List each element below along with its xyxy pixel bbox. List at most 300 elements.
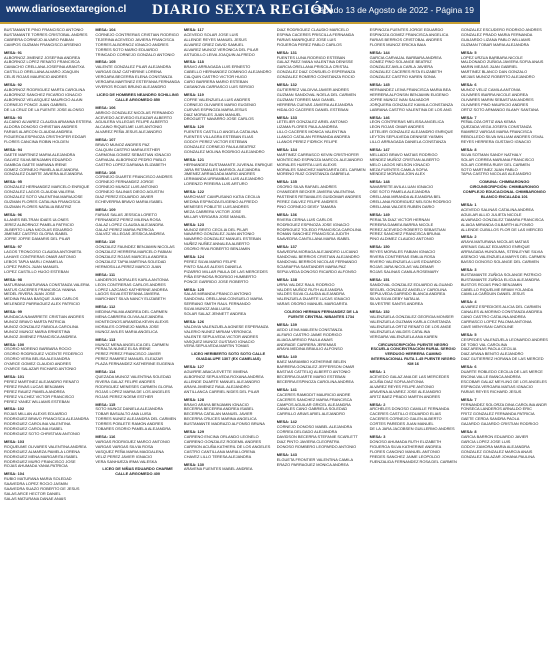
voter-name: LOPEZ LAZCANO KATHERINE ANDREA (95, 286, 168, 292)
voter-name: AGUIRRE ABACA EVETTE XIMENA (183, 369, 248, 375)
voter-name: ALBORNOZ JIMENEZ JOSEFINA ANDREA (4, 54, 81, 60)
voter-name: BASTIAS CATTELIQ ALBERTO ANTONIO (276, 369, 351, 375)
mesa-title: MESA: 135 (276, 179, 297, 185)
voter-name: GALAZ PEREZ MARIA PATRICIA (95, 226, 154, 232)
voter-name: LORENZO PEREIRA LUIS ARTURO (183, 181, 248, 187)
voter-name: TORRES ALBORNOZ IGNACIO ANDRES (95, 41, 169, 47)
voter-name: CANALES ALMORINO CONSTANZA ANDREA (460, 309, 543, 315)
voter-name: MORALES HUERTA LUIS ALEXIS (276, 161, 337, 167)
voter-name: VALENTE SEPULVEDA VICTOR ANDRES (183, 333, 259, 339)
mesa-block (461, 51, 548, 80)
voter-name: ORELLANA MIRANDA ALEJANDRA BEL (369, 194, 441, 200)
voter-name: DIAZ PINTO JAVIERA CLEOPATRA (276, 438, 340, 444)
voter-name: ORELLANA VALDES RUBEN DARIO (369, 203, 435, 209)
voter-name: PEREZ RIVAS LUCAS BENJAMIN (4, 383, 65, 389)
page-dateline: Sábado 13 de Agosto de 2022 - Página 19 (313, 5, 474, 15)
mesa-block (184, 430, 273, 459)
voter-name: OSORIO RIVA ROBERTO BENJAMIN (183, 246, 251, 252)
voter-name: SILVA MUNOZ ANA LUISA (183, 306, 231, 312)
voter-name: SALAS ARCE HECTOR DANIEL (4, 490, 61, 496)
mesa-title: MESA: 127 (183, 364, 204, 370)
voter-name: TORRES SOTO MARIO EDUARDO (95, 46, 158, 52)
voter-name: MEZA FUENTES CAMILA SOFIA (369, 166, 428, 172)
mesa-title: MESA: 94 (4, 146, 22, 152)
voter-name: BECERRA CRUCES MARINA ANGELICA (183, 416, 257, 422)
voter-name: GONZALEZ SOTO VALENTINA MARIAJOSE (4, 194, 83, 200)
voter-name: JARA RETAMALES MARISOL ALEJANDRA (183, 166, 261, 172)
voter-name: LOPEZ PAROL JUAN MANUEL (4, 263, 60, 269)
voter-name: BECERRA CATALAN MANUEL JAVIER (183, 411, 253, 417)
mesa-block (95, 305, 179, 334)
mesa-block (184, 463, 273, 473)
voter-name: BAEZ MARAMBIO KATHERINE BELEN (276, 359, 347, 365)
mesa-block (4, 83, 91, 112)
voter-name: FARIAS SALAS JESSICA LORETO (95, 211, 157, 217)
mesa-title: MESA: 102 (4, 406, 25, 412)
polling-place-heading: COMUNA: CHIMBARONGO CIRCUNSCRIPCIÓN: CHIMBARONGO COMPLEJO EDUCACIONAL CHIMBARONGO BLANCO ENCALADA 101 (462, 179, 546, 200)
voter-name: SOLAR CORREA RUBY DEL CARMEN (460, 161, 530, 167)
voter-name: GAJARDO GAJARDO CRISTIAN RODRIGO (460, 421, 539, 427)
mesa-title: MESA: 6 (460, 82, 477, 88)
voter-name: GONZALEZ ROJAS MARCELA ANDREA (95, 254, 168, 260)
voter-name: VALENZUELA VALDES CATALINA (369, 328, 431, 334)
voter-name: GUAJARDO LIZANA PABLO WILLIAMS (460, 36, 531, 42)
mesa-title: MESA: 8 (460, 429, 477, 435)
voter-name: DROGUETT NAVARRO JOSE CARLOS (183, 116, 254, 122)
mesa-block (4, 472, 91, 501)
voter-name: FERNANDEZ PEREZ MILENA ROSA (95, 216, 161, 222)
mesa-block (4, 310, 91, 339)
mesa-title: MESA: 126 (183, 318, 204, 324)
mesa-block (277, 213, 366, 242)
voter-name: SALAS MIRANDA FRANCO ANTONIO (183, 291, 252, 297)
voter-name: PASTENES RETAMALES GUIDOMAR ANDRES (276, 194, 362, 200)
voter-name: GALAZ LOPEZ CLAUDIA ALEJANDRA (95, 221, 164, 227)
voter-name: ARAVENA ALVAREZ JOSE ALEJANDRO (369, 388, 442, 394)
voter-name: BUSTAMANTE ZUÑIGA ELICIA ALEJANDRA (460, 276, 540, 282)
voter-name: ACEVEDO SALINAS CATALINA ANDREA (460, 206, 534, 212)
mesa-block (184, 158, 273, 187)
voter-name: ASTUDILLO LEIVA JOAQUIN ALFREDO (183, 51, 255, 57)
voter-name: ARENAS GALAZ EDUARDO ENRIQUE (460, 244, 530, 250)
voter-name: MONTECINOS ARANEDA KEVIN ALEXIS (95, 318, 169, 324)
voter-name: PONCE GARRIDO JOSE ROBERTO (183, 278, 249, 284)
voter-name: ALLENDE CUBILLOS FLOR DE LAS MERCED (460, 226, 544, 232)
mesa-block (277, 355, 366, 384)
mesa-title: MESA: 95 (4, 179, 22, 185)
voter-name: MARTINEZ BLANCO DAN GONZALO (460, 69, 528, 75)
mesa-block (461, 300, 548, 329)
voter-name: CAMACHO CRELLANA JOSEFINA ARANTXA (4, 64, 85, 70)
voter-name: GONZALEZ GONZALEZ MARCIA ANAIS (460, 448, 533, 454)
voter-name: GUZMAN TORRES MAX DANIEL (276, 96, 336, 102)
voter-name: ESPINA CACERES PRISCILLA FERNANDA (276, 31, 354, 37)
voter-name: CORTES PAREDES JUAN MANUEL (369, 421, 434, 427)
mesa-title: MESA: 98 (4, 276, 22, 282)
voter-name: RODRIGUEZ CAROLINA VALENTINA (4, 421, 71, 427)
voter-name: GONZALEZ HERRERA MARCELO FABIAN (95, 249, 172, 255)
voter-name: MENESES POBLETE LUIS ANDRES (183, 203, 249, 209)
mesa-title: MESA: 134 (276, 146, 297, 152)
voter-name: SAAVEDRA SUAZO ROBERTO DE JESUS (4, 486, 80, 492)
voter-name: MALDONADO ZUÑIGA JAVIERA SOFIA ANAIS (460, 59, 544, 65)
voter-name: FARIAS MANRIQUEZ JOSE LUIS (276, 36, 336, 42)
mesa-title: MESA: 145 (369, 82, 390, 88)
voter-name: CABELLO HERNANDEZ DOMINGO ALEJANDRO (183, 69, 272, 75)
mesa-block (277, 83, 366, 112)
mesa-block (95, 273, 179, 302)
voter-name: HERNANDEZ BUSTAMANTE JUVENAL ENRIQUE (183, 161, 273, 167)
voter-name: SAAVEDRA CANTILLANA MARIA ISABEL (276, 236, 351, 242)
voter-name: LLANCO CATALAN FERNANDA ANDREA (276, 134, 351, 140)
mesa-title: MESA: 1 (369, 369, 386, 375)
voter-name: ARAYA MATURANA NICOLAS MATIAS (460, 239, 530, 245)
voter-name: ARAYA MEDINA BRAULIO ALFONSO (276, 346, 343, 352)
voter-name: ALVAREZ MUNOZ VERONICA DEL PILAR (183, 46, 259, 52)
voter-name: ACUÑA DIAZ SOFIA ANTONIA (369, 378, 424, 384)
voter-name: URRA VALDEZ RAUL RODRIGO (276, 281, 335, 287)
mesa-block (184, 190, 273, 219)
voter-name: CARO BARRERA MARIO ESTEBAN (183, 79, 248, 85)
voter-name: ALCAINO ALVAREZ CLAUDIA ARIANNA ESTERA (4, 119, 92, 125)
voter-name: NUÑEZ NUÑEZ ANNALEA ALBERTO (183, 241, 250, 247)
voter-name: HERRERA CUEVAS JAVIERA ALEJANDRA (276, 101, 353, 107)
voter-name: MEJIAS MUNOZ ROBERTO ALEJANDRO (460, 74, 535, 80)
voter-name: MUNOZ MENA ANGELICA DEL CARMEN (95, 341, 169, 347)
voter-name: OSE SOTO PAMELA ALEJANDRA (369, 189, 431, 195)
voter-name: OYARCE GOMEZ CLAUDIO ANDRES (4, 361, 71, 367)
mesa-block (95, 370, 179, 399)
mesa-title: MESA: 103 (4, 438, 25, 444)
voter-name: TEJERINA ACEVEDO JAVIERA FRANCISCA (95, 36, 175, 42)
voter-name: LAHAYE CONTRERAS OMAR ANTONIO (4, 254, 76, 260)
mesa-block (461, 116, 548, 145)
voter-name: ARAYA JIMENEZ RAUL ALEJANDRO (183, 383, 250, 389)
voter-name: CARRION ACUÑA KATHERIL DE LOS ANGELES (183, 443, 271, 449)
mesa-block (4, 51, 91, 80)
mesa-title: MESA: 125 (183, 286, 204, 292)
voter-name: ALVAREZ ESPEDIOES ALICIA DEL CARMEN (460, 304, 541, 310)
voter-name: PIÑA ESPINOSA RODRIGO HUMBERTO (183, 273, 257, 279)
mesa-block (370, 278, 457, 307)
mesa-block (184, 60, 273, 89)
voter-name: BUSTAMANTE PINO FRANCISCO ANTONIO (4, 27, 84, 32)
voter-name: MENDEZ MUÑOZ CRISTIAN ALBERTO (369, 156, 440, 162)
voter-name: FONSECA LANDEROS ARNALDO ERIC (460, 406, 532, 412)
voter-name: GONZALEZ FAUNDEZ BENJAMIN NICOLAS (95, 244, 175, 250)
polling-place-heading: CIRCUNSCRIPCIÓN: PUENTE NEGRO ESCUELA CONCENTRACIÓN RURAL SERGIO VERDUGO HERRERA CAMINO INTERNACIONAL RUTA 1-45 PUENTE NEGRO KM 16 (370, 341, 456, 367)
voter-name: MORALES SANCHEZ MARGARITA DEL CARMEN (276, 166, 366, 172)
voter-name: CAMPOS AGUILAR GRICEL ALEJANDRA (276, 401, 351, 407)
voter-name: REYES HERRERA GUSTAVO IGNACIO (460, 139, 531, 145)
voter-name: PEREZ SANCHEZ FRANCISCA BRUNA (369, 231, 441, 237)
mesa-block (184, 320, 273, 349)
mesa-block (4, 343, 91, 372)
voter-name: CAVE MENYISAN CAROLINE (460, 323, 514, 329)
mesa-title: MESA: 138 (276, 276, 297, 282)
polling-place-heading: LICEO DE NIÑAS EDUARDO CHARME CALLE ARGOMEDO 400 (102, 466, 173, 477)
voter-name: MUNOZ JIMENEZ FRANCISCA ANDREA (4, 333, 77, 339)
mesa-title: MESA: 97 (4, 244, 22, 250)
polling-place-heading: COLEGIO HERMAN FERNANDEZ DE LA FUENTE CENTRAL NIBANTES 1734 (284, 309, 359, 320)
mesa-title: MESA: 144 (369, 49, 390, 55)
voter-name: VALENZUELA GONZALEZ GEORGIA MONSER (369, 314, 454, 320)
voter-name: SILVA SOTMAN SANDY NATHALY (460, 151, 522, 157)
mesa-block (461, 398, 548, 427)
voter-name: ALIAGA ARRIGO PAULA ANAIS (276, 336, 333, 342)
mesa-block (277, 148, 366, 177)
mesa-title: MESA: 106 (95, 104, 116, 110)
mesa-block (370, 370, 457, 399)
voter-name: TORRES POBLETE RAMON ANDRES (95, 421, 164, 427)
voter-name: PEREIRA DAMIEA BARRIA NICOLE (369, 221, 434, 227)
voter-name: ROJAS PEREZ NOEMI ESTHER (95, 393, 154, 399)
voter-name: MEDINA PALMA BASQUE JUAN CARLOS (4, 296, 79, 302)
voter-name: MARIN MEJIAS JUAN GABRIEL (460, 64, 518, 70)
voter-name: SOTO MUNOZ DANIELA ALEJANDRA (95, 406, 164, 412)
voter-name: ORTIZ SOTO ARMANDO BLAMY SANTANA (460, 106, 539, 112)
mesa-title: MESA: 105 (95, 59, 116, 65)
voter-name: MELLADO BRAVO MATIAS RODRIGO (369, 151, 438, 157)
voter-name: TORRES NUNEZ ALEJANDRA DEL CARMEN (95, 416, 177, 422)
voter-name: CORNEJO CONTRERAS CRISTIAN RODRIGO (95, 31, 179, 37)
voter-name: LEYTON SEPULVEDA DENNISE YASMIN (369, 134, 444, 140)
mesa-title: MESA: 124 (183, 254, 204, 260)
voter-name: CARVAJAL ALBORNOZ PEDRO PABLO (95, 156, 166, 162)
mesa-block (461, 203, 548, 232)
mesa-title: MESA: 1 (460, 202, 477, 207)
voter-name: VASQUEZ PEÑA MARIA MAGDALENA (95, 448, 164, 454)
voter-name: LETELIER GONZALEZ ALEJANDRO ENRIQUE (369, 129, 454, 135)
voter-name: ENCINA VALLE BIANCA ANDREA (460, 374, 521, 379)
voter-name: BECERRA ESPINOZA CAROLINA ANDREA (276, 378, 354, 384)
mesa-title: MESA: 128 (183, 396, 204, 402)
voter-name: GUZMAN SANDOVAL NOELA DEL CARMEN (276, 91, 356, 97)
mesa-block (370, 310, 457, 339)
voter-name: CALQUIN CASTRO MARIA ESTHER (95, 146, 161, 152)
column-5 (370, 28, 457, 666)
voter-name: PLAZA FERNANDEZ KATHERINE EUGENIA (95, 361, 175, 367)
voter-name: ESPINOZA FUENTES JORGE EDUARDO (369, 27, 444, 32)
voter-name: CALQUIN CASTRO VICTOR HUGO (183, 74, 247, 80)
voter-name: SILVA SILVA DEBY NATALIA (369, 296, 420, 302)
voter-name: ALVAREZ PEÑA JESUS ALEJANDRO (95, 129, 162, 135)
voter-name: GONZALEZ HERNANDEZ MARCELO ENRIQUE (4, 184, 90, 190)
voter-name: BUSTAMANTE TORRES CRISTOBAL ANDRES (4, 31, 88, 37)
voter-name: SOTO MARTINEZ JUAN PABLO (460, 166, 518, 172)
mesa-title: MESA: 92 (4, 82, 22, 88)
voter-name: ECHEVERRIA BRAVO MARIA ISABEL (95, 199, 163, 204)
voter-name: ABRIGO GONZALEZ NICOLAS FERNANDO (95, 109, 174, 115)
voter-name: RAMIREZ VARGAS MARIA FRANCISCA (460, 129, 533, 135)
mesa-block (370, 403, 457, 432)
mesa-title: MESA: 6 (460, 364, 477, 370)
voter-name: ALDORA DONOSO CHRISTIAN ANDRES (4, 124, 78, 130)
mesa-title: MESA: 3 (460, 266, 477, 272)
voter-name: ALBORNOZ RODRIGUEZ MARTA CAROLINA (4, 86, 85, 92)
voter-name: GARCIA ORELLANA PRISCILA CRISTAL (276, 64, 349, 70)
mesa-block (4, 116, 91, 145)
mesa-block (277, 51, 366, 80)
voter-name: ROJAS JARA NICOLAS VALDEMAR (369, 263, 434, 269)
mesa-title: MESA: 152 (369, 309, 390, 315)
voter-name: ESPINOZA GOMEZ FRANCISCA ANGELICA (369, 31, 449, 37)
voter-name: LEON ROJAS OMAR ANDRES (369, 124, 425, 130)
voter-name: VALDES SILVA CLAUDIA ALEJANDRA (276, 291, 345, 297)
voter-name: TAPIA CASTRO NICOLAS ALEJANDRO (460, 171, 532, 177)
voter-list-columns (4, 27, 548, 666)
mesa-title: MESA: 111 (95, 271, 116, 277)
voter-name: MEDEL RIVERA JUAN JOSE (4, 291, 56, 297)
mesa-title: MESA: 132 (276, 82, 297, 88)
voter-name: ALBORNOZ VELASQUEZ MAURICIO ALAIN (4, 96, 83, 102)
voter-name: MEZA CABRERA VICTOR JOSE (183, 208, 242, 214)
voter-name: RODRIGUEZ SOTO CHRISTIAN ANTONIO (4, 430, 80, 436)
mesa-block (461, 430, 548, 459)
voter-name: OLIVARES MARIN SEBASTIAN ANDRES (460, 96, 534, 102)
mesa-block (184, 288, 273, 317)
voter-name: MUNOZ VELIZ CAMILA ANTONIA (460, 86, 521, 92)
voter-name: VARGAS VARGAS SILVIA ROSA (95, 443, 154, 449)
voter-name: CARRILLO ARIAS ARIEL ALEJANDRO (276, 411, 345, 417)
voter-name: SEPULVEDA DONOSO RICARDO ALFONSO (276, 268, 357, 274)
mesa-title: MESA: 122 (183, 189, 204, 195)
voter-name: CACERES CORNEJO GALEN ALBERTO (369, 416, 442, 422)
voter-name: AEDO LEIVA MAILEEN CONSTANZA (276, 326, 343, 332)
voter-name: VERGARA VALENZUELA ANA KAREN (369, 333, 438, 339)
voter-name: BARRERA GONZALEZ JEFFERSON OMAR (276, 364, 355, 370)
mesa-block (277, 245, 366, 274)
newspaper-masthead: DIARIO SEXTA REGIÓN (152, 2, 334, 18)
voter-name: CARMONA GOMEZ SEBASTIAN IGNACIO (95, 151, 171, 157)
voter-name: DIAZ ARENAS PAOLA CECILIA (460, 346, 517, 352)
mesa-block (277, 388, 366, 417)
voter-name: GODOY ZAMORA MARIA ALEJANDRA (460, 443, 530, 449)
voter-name: FLORES CANCINO MANUEL ANTONIO (369, 448, 440, 454)
voter-name: ROMAN SANCHEZ FRANCISCA JUDITH (276, 231, 350, 237)
mesa-block (461, 235, 548, 264)
voter-name: RIVERO VALENZUELA LUIS EDUARDO (369, 258, 441, 264)
voter-name: REYES MORALES FABIAN IGNACIO (369, 249, 436, 255)
mesa-block (95, 171, 179, 205)
voter-name: CARRENO GONZALEZ RODEMIL ANDRES (183, 438, 262, 444)
voter-name: VARGAS RODRIGUEZ MARCO ANTONIO (95, 438, 170, 444)
voter-name: ARCHELES DONOSO CAMILLE FERNANDA (369, 406, 450, 412)
voter-name: GALVEZ SILVA BENJAMIN EDUARDO (4, 156, 72, 162)
voter-name: LAGOS TRONCOSO CLAUDIA ANTONIETA (4, 249, 82, 255)
voter-name: CACERES SANCHEZ MARIA FRANCISCA (276, 396, 352, 402)
voter-name: ESPINOZA VERGARA MATIAS IGNACIO (460, 383, 533, 389)
voter-name: SEPULVEDA GARRIDO BLANCA ANDREA (369, 291, 446, 297)
voter-name: OYANEDER BECKER JAVIERA VALENTINA (276, 189, 355, 195)
voter-name: MUNDACA NAVARRETE CRISTIAN ANDRES (4, 314, 85, 320)
voter-name: CAMPOS GUZMAN FRANCISCO ARSENIO (4, 41, 82, 47)
mesa-block (370, 180, 457, 209)
mesa-block (461, 333, 548, 362)
voter-name: LANDEROS MORALES KARLA ANTONIA (95, 276, 169, 282)
voter-name: ALBORNOZ SANCHEZ RICARDO IGNACIO (4, 91, 82, 97)
mesa-block (4, 180, 91, 209)
voter-name: RODRIGUEZ BRAVO FRANCISCA ALEJANDRA (4, 416, 89, 422)
voter-name: CARRASCO LOPEZ PALOMA ANTONIA (460, 318, 532, 324)
mesa-block (95, 208, 179, 237)
voter-name: BUSTAMANTE MADRAZO ALFONSO BRUNA (183, 421, 265, 427)
mesa-block (277, 180, 366, 209)
voter-name: OYARCE SALAZAR RICHARD ANTONIO (4, 366, 77, 372)
voter-name: GONZALEZ SALAZAR JOHANA PAULINA (460, 453, 535, 459)
voter-name: MUNOZ AVILES MARIA ANGELICA (95, 328, 158, 334)
voter-name: FRITZ GONZALEZ FERNANDA PATRICIA (460, 411, 535, 417)
voter-name: ROJAS LOPEZ MARIA DE LOS ANGELES (95, 388, 171, 394)
column-6 (461, 28, 548, 666)
header-rule (0, 22, 480, 24)
mesa-title: MESA: 143 (276, 451, 297, 457)
mesa-block (370, 116, 457, 145)
voter-name: MUNOZ BRITO CECILIA DEL PILAR (183, 226, 248, 232)
mesa-block (184, 398, 273, 427)
voter-name: MORENO RUIZ CONSTANZA GABRIELA (276, 171, 350, 177)
voter-name: GONZALEZ ROMERO CONSTANZA ROCIO (276, 74, 355, 80)
voter-name: BECERRA BECERRA ANDREA ISABEL (183, 406, 254, 412)
mesa-block (184, 125, 273, 154)
voter-name: LOPEZ URZUA BARBARA NICOLE (460, 54, 523, 60)
voter-name: LIZAMA FLORES PAULA ANDREA (276, 124, 338, 130)
mesa-block (4, 440, 91, 469)
voter-name: CHAVEZ LILLO TERESA ALEJANDRA (183, 453, 252, 459)
mesa-block (370, 83, 457, 112)
voter-name: NAVARRO GONZALEZ JUAN ANTONIO (183, 231, 255, 237)
mesa-title: MESA: 108 (95, 169, 116, 175)
voter-name: VARAS OSORIO MANUEL MARGARITA (276, 301, 348, 307)
voter-name: GODOY PEREZ VICTOR ESTEBAN (183, 139, 248, 145)
mesa-block (277, 453, 366, 468)
voter-name: GAETE CERDA SANDRA PAOLA (460, 416, 520, 422)
mesa-title: MESA: 101 (4, 374, 25, 379)
mesa-title: MESA: 2 (369, 401, 386, 407)
voter-name: MEDINA ESPINOZA EUGENIO ALFREDO (183, 199, 258, 204)
column-2 (95, 28, 179, 666)
voter-name: CORNEJO OLIVARES MARIO EUGENIO (183, 101, 257, 107)
mesa-block (461, 365, 548, 394)
voter-name: ERAZO PARRAGUEZ MONICA ANDREA (276, 461, 349, 467)
mesa-title: MESA: 4 (460, 299, 477, 305)
voter-name: PINTO SALAS ALEXIS DANIELA (183, 263, 242, 269)
mesa-block (370, 28, 457, 48)
voter-name: DE TOBO VAL CAROLINA (460, 341, 508, 347)
mesa-block (95, 240, 179, 269)
voter-name: ALIAGA MIRANDA GILBARTH ALFONSO (460, 221, 534, 227)
voter-name: GONZALEZ CORNEJO PAULA BEATRIZ (183, 143, 256, 149)
voter-name: PEREZ MARTINEZ ALEJANDRO RENATO (4, 378, 80, 384)
voter-name: HERNANDEZ LEIVA FRANCISCA MARIA BEA (369, 86, 451, 92)
mesa-title: MESA: 104 (4, 471, 25, 477)
voter-name: GONZALEZ MOLINA RODRIGO ALEJANDRO (183, 148, 265, 154)
voter-name: MUNOZ GONZALEZ FABIOLA CAROLINA (4, 323, 79, 329)
mesa-block (95, 138, 179, 167)
voter-name: VALDIVIA VALENZUELA AGNESE ESPERANZA (183, 323, 269, 329)
voter-name: AGUILAR ALLIO JULIETA NICOLE (460, 211, 522, 217)
voter-name: BUSTAMANTE ZUÑIGA SOLANGE PATRICIO (460, 271, 542, 277)
voter-name: VALENTE GONZALEZ PILAR ALEJANDRA (95, 64, 172, 70)
voter-name: GUZMAN TOBAR MARIA ALEJANDRA (460, 41, 529, 47)
voter-name: GONZALEZ PRADO MARIA FERNANDA (460, 31, 533, 37)
voter-name: MORALES CORNEJO MARIA JOSE (95, 323, 159, 329)
voter-name: ROJAS SALINAS CAMILA ROSEMARY (369, 268, 439, 274)
voter-name: VALENZUELA ORTIZ RENATO DE LOS ANGE (369, 323, 452, 329)
voter-name: ARAVENA FUENTES MABEL ANDREA (183, 466, 253, 472)
voter-name: SCIARAFFIA SANTANDER MARIA PAZ (276, 263, 346, 269)
mesa-block (4, 278, 91, 307)
